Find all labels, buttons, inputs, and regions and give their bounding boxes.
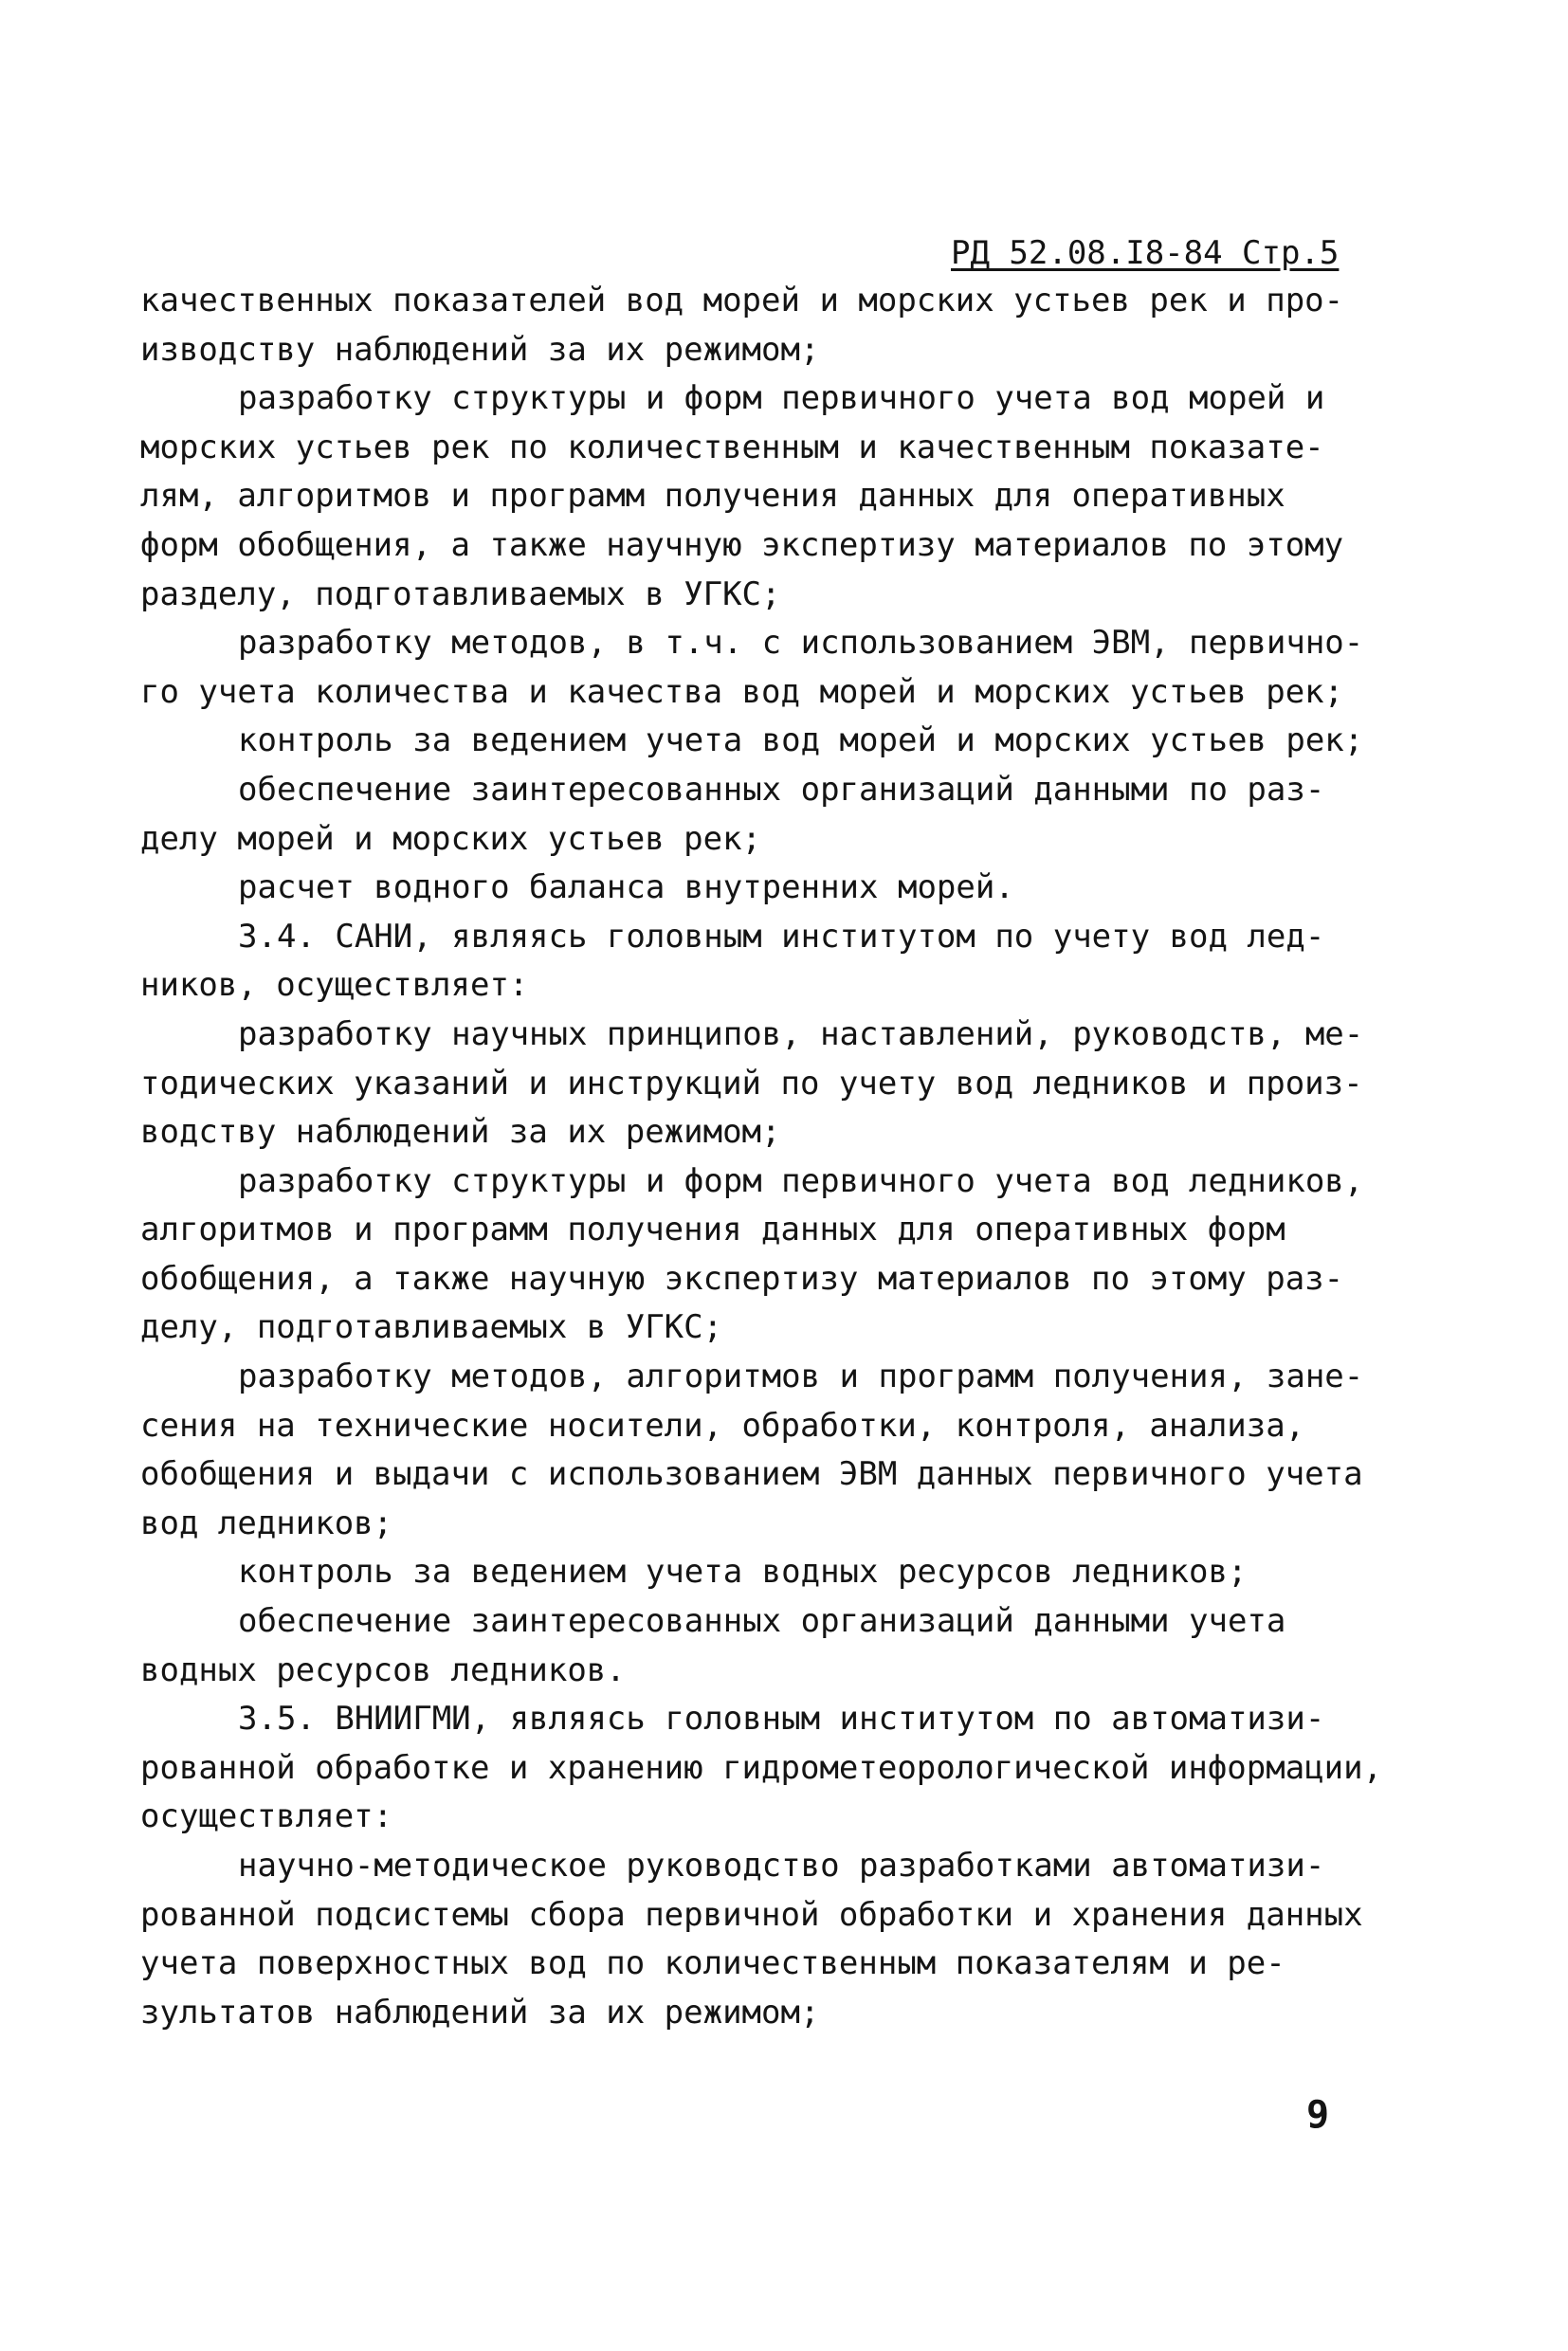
page-number: 9 (1306, 2093, 1330, 2137)
text-line: контроль за ведением учета вод морей и морских устьев рек; (238, 721, 1364, 760)
section-heading-line: 3.4. САНИ, являясь головным институтом по учету вод лед- (238, 917, 1325, 956)
text-line: водству наблюдений за их режимом; (140, 1113, 781, 1152)
text-line: разработку методов, алгоритмов и программ получения, зане- (238, 1358, 1364, 1396)
text-line: лям, алгоритмов и программ получения данных для оперативных (140, 477, 1285, 516)
text-line: делу, подготавливаемых в УГКС; (140, 1308, 723, 1347)
text-line: го учета количества и качества вод морей и морских устьев рек; (140, 672, 1344, 711)
section-heading-line: 3.5. ВНИИГМИ, являясь головным институтом по автоматизи- (238, 1700, 1325, 1739)
text-line: разработку структуры и форм первичного учета вод морей и (238, 379, 1325, 418)
document-body (140, 277, 1430, 2037)
text-line: качественных показателей вод морей и морских устьев рек и про- (140, 282, 1344, 319)
text-line: контроль за ведением учета водных ресурсов ледников; (238, 1553, 1248, 1592)
text-line: разработку научных принципов, наставлений, руководств, ме- (238, 1014, 1364, 1053)
text-line: научно-методическое руководство разработками автоматизи- (238, 1847, 1325, 1885)
text-line: форм обобщения, а также научную экспертизу материалов по этому (140, 525, 1344, 564)
text-line: учета поверхностных вод по количественным показателям и ре- (140, 1944, 1285, 1983)
text-line: обеспечение заинтересованных организаций данными по раз- (238, 770, 1325, 809)
text-line: рованной обработке и хранению гидрометеорологической информации, (140, 1748, 1383, 1787)
text-line: рованной подсистемы сбора первичной обработки и хранения данных (140, 1895, 1363, 1934)
text-line: разработку структуры и форм первичного учета вод ледников, (238, 1161, 1364, 1200)
text-line: делу морей и морских устьев рек; (140, 819, 762, 858)
text-line: алгоритмов и программ получения данных для оперативных форм (140, 1211, 1285, 1249)
text-line: тодических указаний и инструкций по учету вод ледников и произ- (140, 1064, 1363, 1103)
text-line: сения на технические носители, обработки, контроля, анализа, (140, 1406, 1305, 1445)
text-line: обобщения, а также научную экспертизу материалов по этому раз- (140, 1259, 1344, 1298)
text-line: осуществляет: (140, 1797, 393, 1836)
text-line: разработку методов, в т.ч. с использованием ЭВМ, первично- (238, 624, 1364, 663)
text-line: обеспечение заинтересованных организаций данными учета (238, 1602, 1286, 1641)
text-line: морских устьев рек по количественным и качественным показате- (140, 428, 1324, 466)
document-header: РД 52.08.I8-84 Стр.5 (951, 234, 1340, 272)
text-line: вод ледников; (140, 1504, 393, 1542)
text-line: зультатов наблюдений за их режимом; (140, 1993, 820, 2032)
text-line: изводству наблюдений за их режимом; (140, 330, 820, 369)
text-line: обобщения и выдачи с использованием ЭВМ данных первичного учета (140, 1455, 1363, 1494)
text-line: водных ресурсов ледников. (140, 1650, 626, 1689)
text-line: разделу, подготавливаемых в УГКС; (140, 574, 781, 613)
text-line: расчет водного баланса внутренних морей. (238, 868, 1014, 907)
text-line: ников, осуществляет: (140, 966, 529, 1005)
